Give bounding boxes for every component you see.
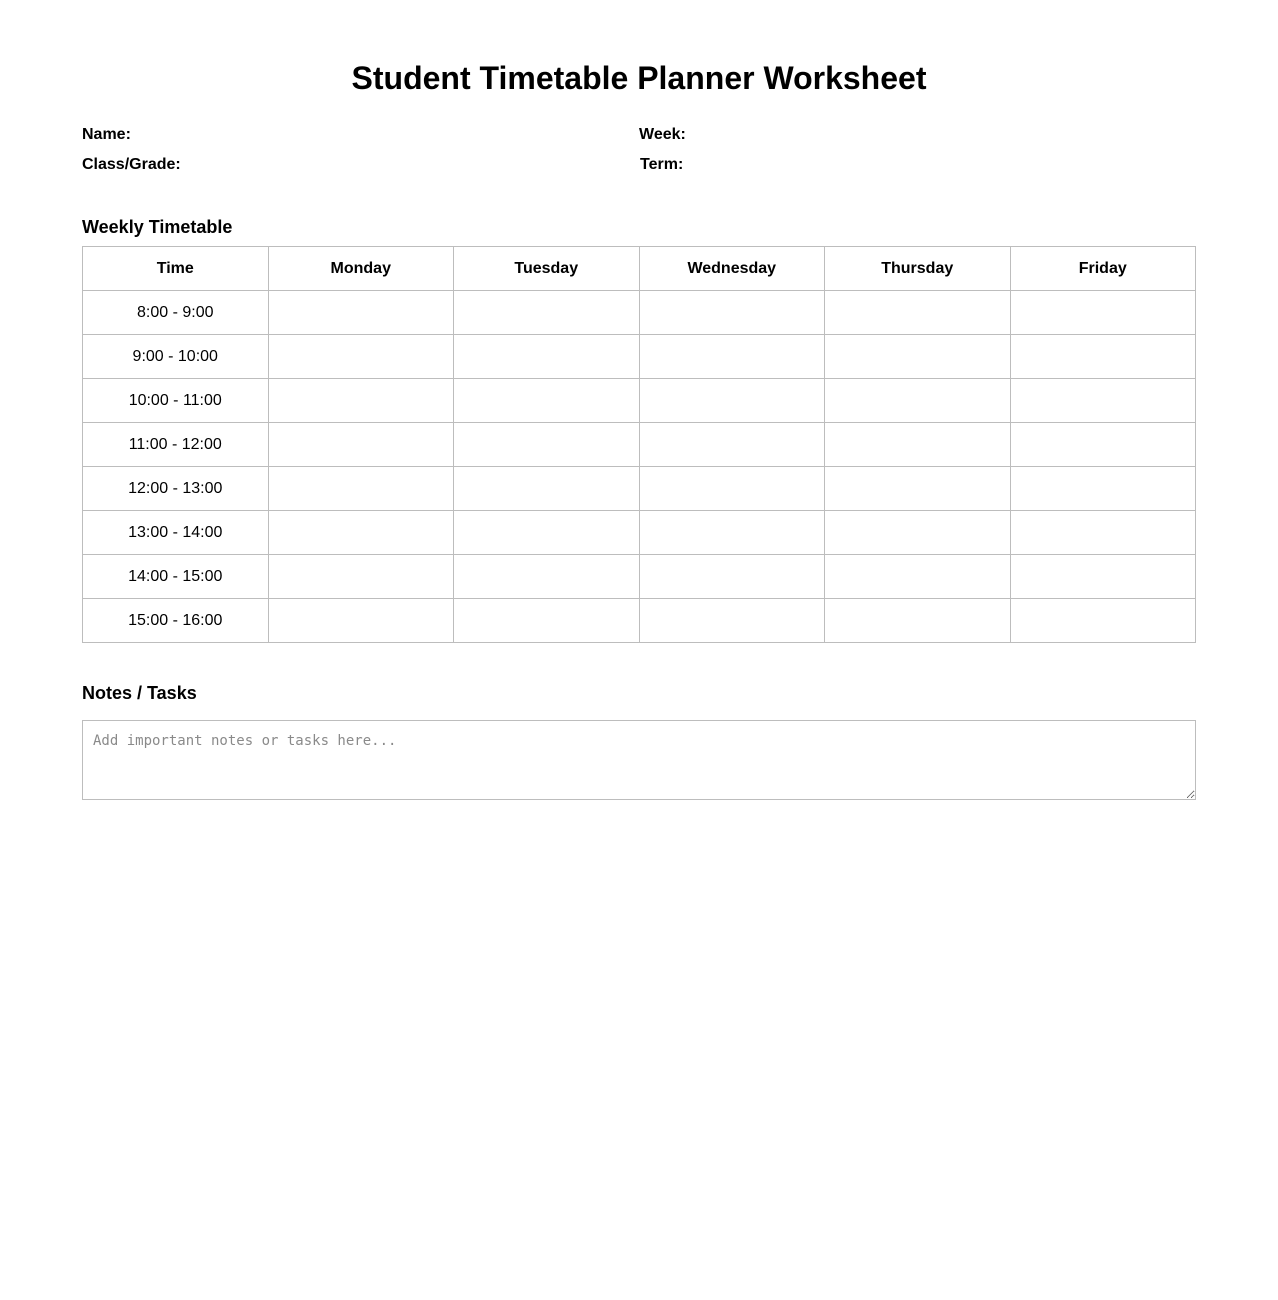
timetable-cell-wednesday[interactable] [639,599,825,643]
timetable-cell-monday[interactable] [268,335,454,379]
timetable-cell-monday[interactable] [268,511,454,555]
notes-tasks-heading: Notes / Tasks [82,683,197,703]
timetable-cell-thursday[interactable] [825,379,1011,423]
time-slot-cell: 13:00 - 14:00 [83,511,269,555]
timetable-cell-tuesday[interactable] [454,467,640,511]
column-header-thursday: Thursday [825,247,1011,291]
time-slot-cell: 10:00 - 11:00 [83,379,269,423]
class-grade-label: Class/Grade: [82,156,181,173]
column-header-time: Time [83,247,269,291]
timetable-cell-tuesday[interactable] [454,599,640,643]
timetable-header-row [83,247,1196,291]
timetable-cell-thursday[interactable] [825,511,1011,555]
table-row [83,335,1196,379]
timetable-cell-thursday[interactable] [825,467,1011,511]
time-slot-cell: 9:00 - 10:00 [83,335,269,379]
timetable-cell-friday[interactable] [1010,291,1196,335]
timetable-cell-monday[interactable] [268,555,454,599]
table-row [83,423,1196,467]
timetable-cell-friday[interactable] [1010,423,1196,467]
table-row [83,511,1196,555]
timetable-cell-friday[interactable] [1010,467,1196,511]
column-header-monday: Monday [268,247,454,291]
table-row [83,291,1196,335]
timetable-cell-thursday[interactable] [825,555,1011,599]
timetable-cell-wednesday[interactable] [639,291,825,335]
week-label: Week: [639,126,686,143]
timetable-cell-friday[interactable] [1010,511,1196,555]
timetable-cell-monday[interactable] [268,467,454,511]
name-label: Name: [82,126,131,143]
timetable-cell-thursday[interactable] [825,599,1011,643]
notes-textarea[interactable] [82,720,1196,800]
timetable-cell-tuesday[interactable] [454,335,640,379]
timetable-cell-thursday[interactable] [825,291,1011,335]
timetable-cell-friday[interactable] [1010,335,1196,379]
timetable-cell-monday[interactable] [268,291,454,335]
time-slot-cell: 8:00 - 9:00 [83,291,269,335]
timetable-cell-wednesday[interactable] [639,555,825,599]
timetable-cell-monday[interactable] [268,379,454,423]
timetable-cell-friday[interactable] [1010,599,1196,643]
term-label: Term: [640,156,684,173]
column-header-friday: Friday [1010,247,1196,291]
timetable-cell-tuesday[interactable] [454,555,640,599]
table-row [83,599,1196,643]
timetable-cell-tuesday[interactable] [454,291,640,335]
table-row [83,467,1196,511]
timetable-cell-tuesday[interactable] [454,423,640,467]
timetable-cell-friday[interactable] [1010,379,1196,423]
column-header-wednesday: Wednesday [639,247,825,291]
timetable-cell-wednesday[interactable] [639,467,825,511]
timetable-cell-wednesday[interactable] [639,379,825,423]
timetable-cell-wednesday[interactable] [639,335,825,379]
timetable-cell-thursday[interactable] [825,335,1011,379]
time-slot-cell: 11:00 - 12:00 [83,423,269,467]
table-row [83,555,1196,599]
timetable-grid [82,246,1196,643]
timetable-cell-tuesday[interactable] [454,379,640,423]
timetable-cell-monday[interactable] [268,599,454,643]
column-header-tuesday: Tuesday [454,247,640,291]
time-slot-cell: 15:00 - 16:00 [83,599,269,643]
timetable-cell-thursday[interactable] [825,423,1011,467]
table-row [83,379,1196,423]
page-title: Student Timetable Planner Worksheet [351,60,927,96]
timetable-cell-wednesday[interactable] [639,511,825,555]
timetable-cell-wednesday[interactable] [639,423,825,467]
timetable-cell-monday[interactable] [268,423,454,467]
timetable-cell-tuesday[interactable] [454,511,640,555]
time-slot-cell: 14:00 - 15:00 [83,555,269,599]
weekly-timetable-heading: Weekly Timetable [82,217,233,237]
timetable-cell-friday[interactable] [1010,555,1196,599]
time-slot-cell: 12:00 - 13:00 [83,467,269,511]
